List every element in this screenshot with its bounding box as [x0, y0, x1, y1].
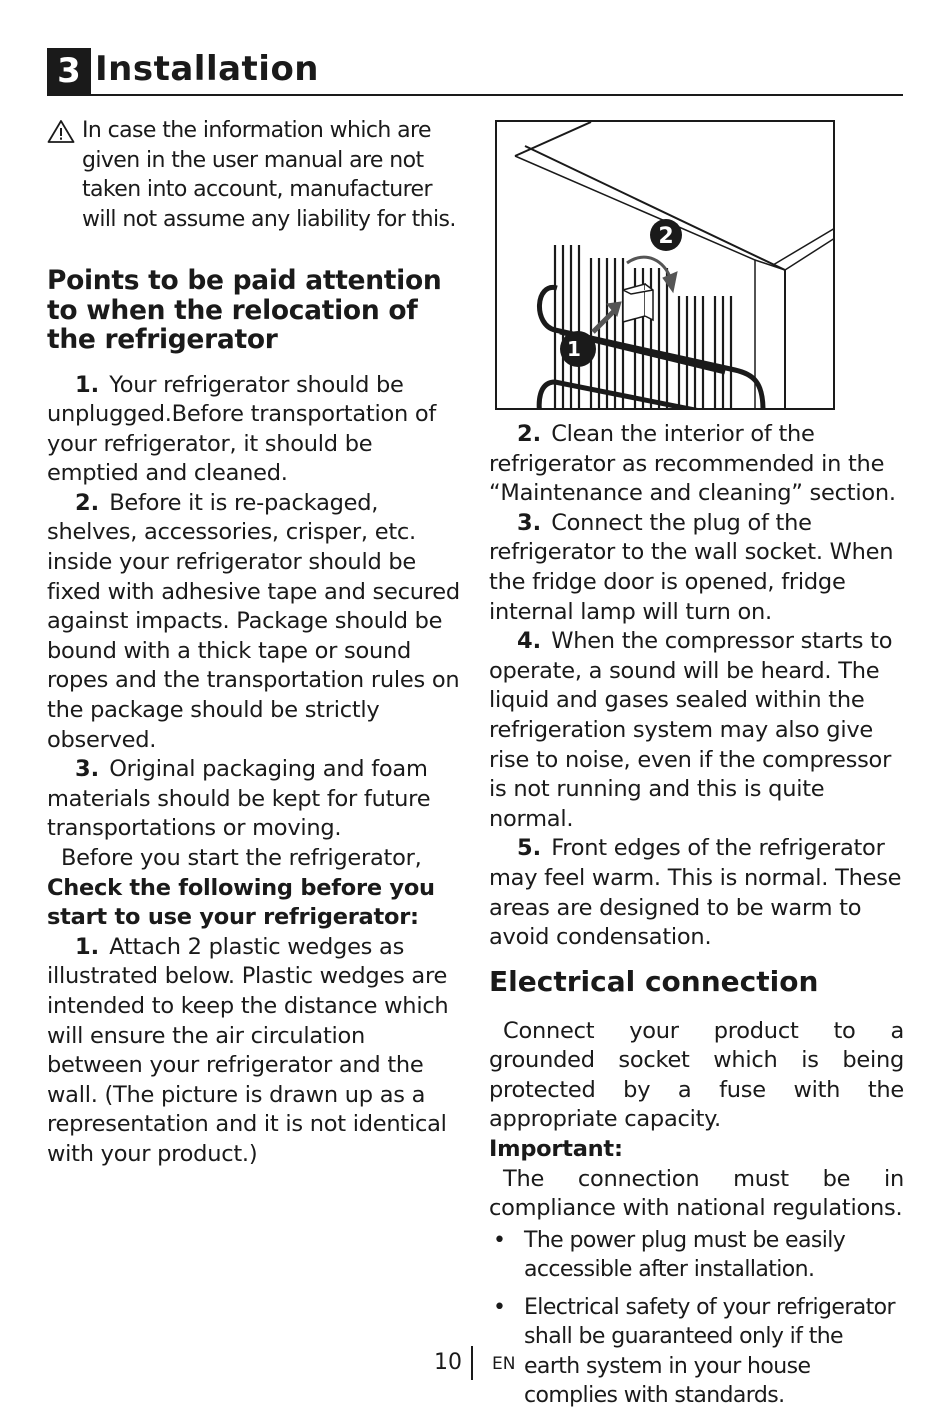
liability-warning [47, 116, 463, 234]
checklist-item [47, 933, 463, 1170]
relocation-item [47, 755, 463, 844]
item-number: 1. [75, 371, 100, 398]
checklist-item [489, 509, 904, 627]
bullet-text: The power plug must be easily accessible after installation. [524, 1227, 846, 1283]
compliance-text: The connection must be in compliance with national regulations. [489, 1165, 904, 1222]
relocation-item [47, 489, 463, 755]
item-number: 2. [517, 421, 542, 447]
language-code: EN [492, 1354, 516, 1374]
checklist-item [489, 420, 904, 509]
step-1-label: 1 [567, 337, 581, 361]
chapter-header [47, 46, 903, 96]
relocation-item [47, 371, 463, 489]
check-heading: Check the following before you start to use your refrigerator: [47, 874, 435, 931]
bullet-icon: • [493, 1294, 506, 1320]
item-number: 5. [517, 835, 542, 862]
bullet-icon: • [493, 1227, 506, 1253]
warning-text: In case the information which are given in the user manual are not taken into account, manufacturer will not assume any liability for this. [82, 118, 456, 232]
item-text: Attach 2 plastic wedges as illustrated below. Plastic wedges are intended to keep the distance which will ensure the air circulation between your refrigerator and the wall. (The picture is drawn up as a representation and it is not identical with your product.) [47, 933, 449, 1167]
item-number: 1. [75, 933, 100, 960]
electrical-bullet-list [489, 1226, 904, 1411]
item-number: 3. [517, 509, 542, 536]
item-text: Front edges of the refrigerator may feel warm. This is normal. These areas are designed to be warm to avoid condensation. [489, 835, 902, 951]
electrical-heading: Electrical connection [489, 964, 819, 998]
bullet-text: Electrical safety of your refrigerator shall be guaranteed only if the earth system in your house complies with standards. [524, 1294, 895, 1409]
step-2-label: 2 [658, 224, 674, 249]
page-footer [0, 1346, 950, 1382]
wedge-illustration-drawing [495, 120, 835, 410]
checklist-item [489, 834, 904, 952]
item-number: 3. [75, 756, 100, 783]
page-number: 10 [434, 1350, 462, 1375]
item-text: Connect the plug of the refrigerator to the wall socket. When the fridge door is opened, fridge internal lamp will turn on. [489, 509, 894, 625]
left-column [47, 116, 463, 1170]
footer-divider [471, 1346, 473, 1380]
item-text: Clean the interior of the refrigerator as recommended in the “Maintenance and cleaning” section. [489, 421, 896, 507]
chapter-title: Installation [95, 49, 320, 89]
right-column [489, 116, 904, 1419]
list-item [489, 1226, 904, 1285]
chapter-number: 3 [47, 48, 91, 94]
before-start-text: Before you start the refrigerator, [61, 845, 422, 871]
warning-icon [47, 119, 75, 144]
item-text: Your refrigerator should be unplugged.Before transportation of your refrigerator, it should be emptied and cleaned. [47, 371, 437, 487]
item-number: 2. [75, 489, 100, 516]
important-label: Important: [489, 1136, 623, 1163]
checklist-item [489, 627, 904, 834]
wedge-illustration [495, 120, 835, 410]
item-number: 4. [517, 628, 542, 655]
relocation-heading: Points to be paid attention to when the relocation of the refrigerator [47, 265, 442, 355]
item-text: Original packaging and foam materials should be kept for future transportations or moving. [47, 756, 431, 842]
item-text: Before it is re-packaged, shelves, accessories, crisper, etc. inside your refrigerator should be fixed with adhesive tape and secured against impacts. Package should be bound with a thick tape or sound ropes and the transportation rules on the package should be strictly observed. [47, 489, 460, 753]
item-text: When the compressor starts to operate, a sound will be heard. The liquid and gases sealed within the refrigeration system may also give rise to noise, even if the compressor is not running and this is quite normal. [489, 628, 893, 832]
electrical-intro: Connect your product to a grounded socket which is being protected by a fuse with the appropriate capacity. [489, 1017, 904, 1133]
